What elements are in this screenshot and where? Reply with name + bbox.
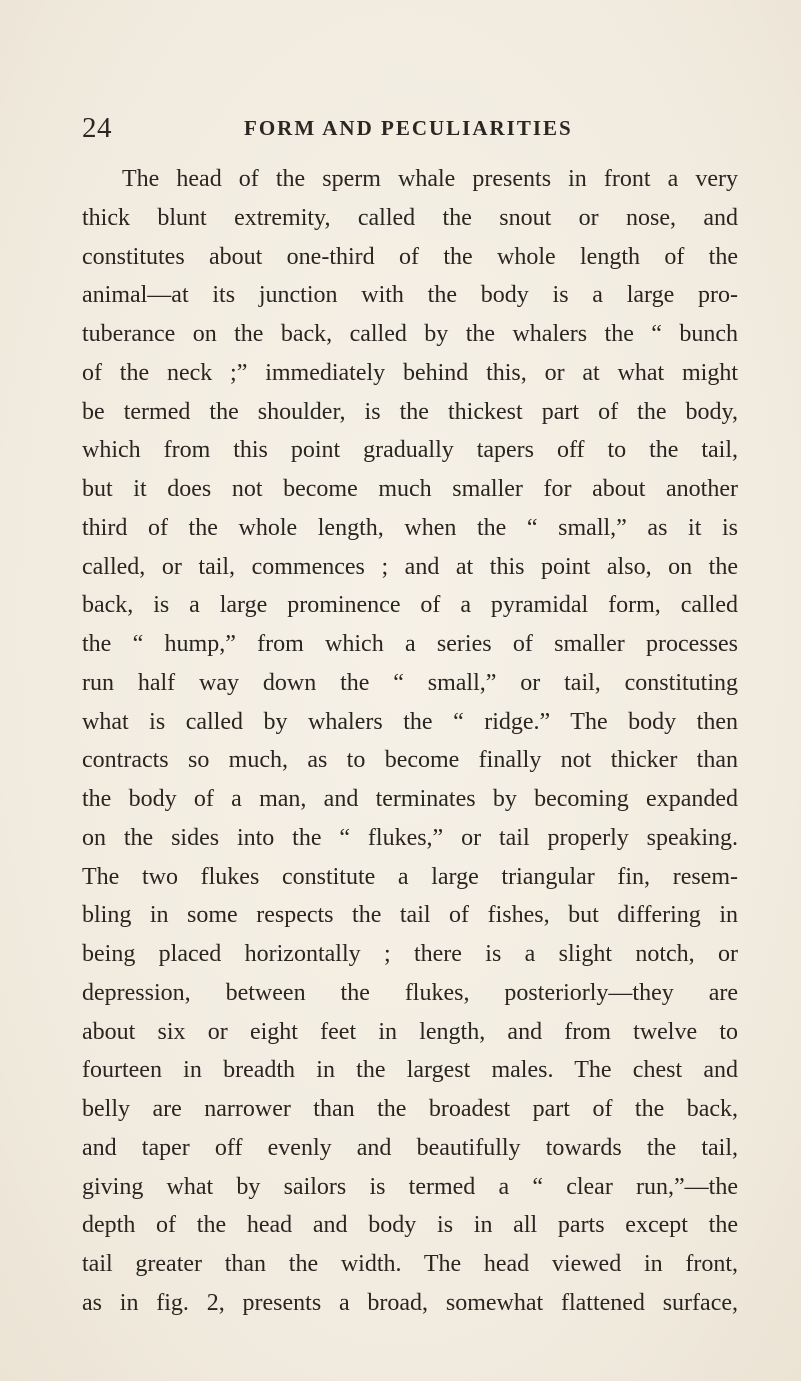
text-line: what is called by whalers the “ ridge.” The body then — [82, 708, 738, 735]
text-line: The head of the sperm whale presents in front a very — [122, 166, 738, 192]
text-line: as in fig. 2, presents a broad, somewhat flattened surface, — [82, 1289, 738, 1316]
text-line: tuberance on the back, called by the whalers the “ bunch — [82, 321, 738, 347]
body-text — [82, 160, 738, 1323]
text-line: back, is a large prominence of a pyramidal form, called — [82, 592, 738, 619]
text-line: which from this point gradually tapers off to the tail, — [82, 437, 738, 464]
text-line: the “ hump,” from which a series of smaller processes — [82, 631, 738, 657]
text-line: be termed the shoulder, is the thickest part of the body, — [82, 398, 738, 425]
text-line: but it does not become much smaller for about another — [82, 476, 738, 502]
text-line: of the neck ;” immediately behind this, or at what might — [82, 359, 738, 386]
running-head: FORM AND PECULIARITIES — [244, 116, 573, 140]
text-line: being placed horizontally ; there is a slight notch, or — [82, 941, 738, 967]
page-header — [0, 112, 801, 152]
text-line: The two flukes constitute a large triangular fin, resem- — [82, 863, 738, 890]
text-line: called, or tail, commences ; and at this point also, on the — [82, 553, 738, 580]
text-line: on the sides into the “ flukes,” or tail properly speaking. — [82, 824, 738, 851]
text-line: animal—at its junction with the body is a large pro- — [82, 282, 738, 309]
text-line: fourteen in breadth in the largest males. The chest and — [82, 1057, 738, 1084]
text-line: the body of a man, and terminates by becoming expanded — [82, 786, 738, 812]
text-line: belly are narrower than the broadest part of the back, — [82, 1096, 738, 1122]
text-line: and taper off evenly and beautifully towards the tail, — [82, 1134, 738, 1161]
text-line: contracts so much, as to become finally not thicker than — [82, 747, 738, 774]
text-line: run half way down the “ small,” or tail, constituting — [82, 669, 738, 696]
text-line: thick blunt extremity, called the snout or nose, and — [82, 204, 738, 231]
text-line: giving what by sailors is termed a “ clear run,”—the — [82, 1173, 738, 1200]
text-line: constitutes about one-third of the whole length of the — [82, 243, 738, 270]
text-line: bling in some respects the tail of fishes, but differing in — [82, 902, 738, 929]
text-line: about six or eight feet in length, and from twelve to — [82, 1018, 738, 1045]
page-number: 24 — [82, 112, 112, 144]
text-line: tail greater than the width. The head viewed in front, — [82, 1251, 738, 1277]
text-line: third of the whole length, when the “ small,” as it is — [82, 514, 738, 541]
text-line: depression, between the flukes, posteriorly—they are — [82, 979, 738, 1006]
text-line: depth of the head and body is in all parts except the — [82, 1212, 738, 1239]
